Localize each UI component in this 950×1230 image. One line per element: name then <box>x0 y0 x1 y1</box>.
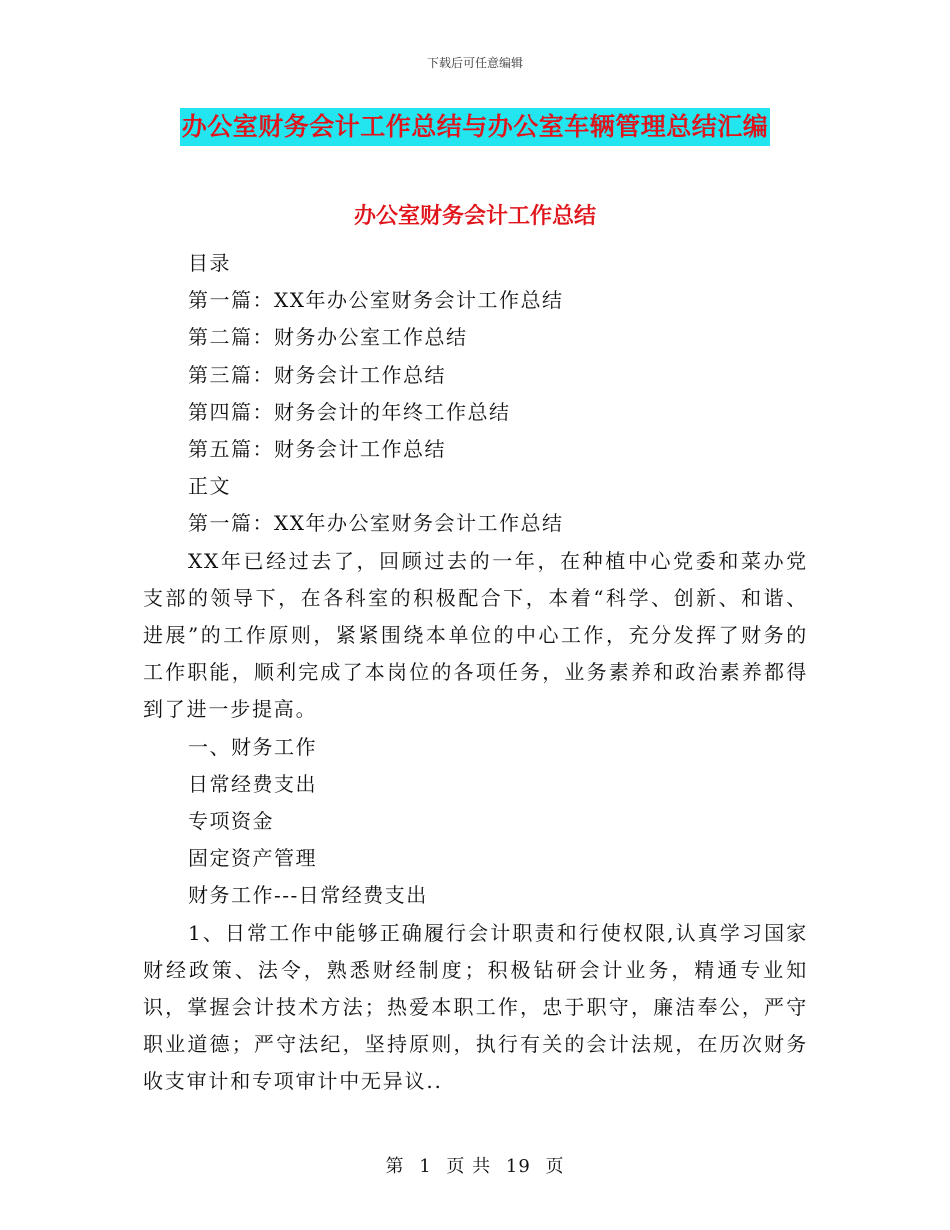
main-title: 办公室财务会计工作总结与办公室车辆管理总结汇编 <box>180 108 771 146</box>
page-number: 1 <box>419 1156 432 1177</box>
main-title-wrap <box>0 108 950 146</box>
document-body <box>143 245 808 1101</box>
item-one-paragraph: 1、日常工作中能够正确履行会计职责和行使权限,认真学习国家财经政策、法令，熟悉财经制度；积极钻研会计业务，精通专业知识，掌握会计技术方法；热爱本职工作，忠于职守，廉洁奉公，严守职业道德；严守法纪，坚持原则，执行有关的会计法规，在历次财务收支审计和专项审计中无异议.. <box>143 920 808 1094</box>
part-title: 第一篇：XX年办公室财务会计工作总结 <box>188 511 564 536</box>
header-note: 下载后可任意编辑 <box>426 56 523 70</box>
subitem-1: 日常经费支出 <box>188 771 317 796</box>
page-mid: 页 共 <box>446 1156 492 1177</box>
page-total: 19 <box>505 1156 531 1177</box>
subitem-2: 专项资金 <box>188 809 274 834</box>
intro-paragraph: XX年已经过去了，回顾过去的一年，在种植中心党委和菜办党支部的领导下，在各科室的积极配合下，本着“科学、创新、和谐、进展”的工作原则，紧紧围绕本单位的中心工作，充分发挥了财务的工作职能，顺利完成了本岗位的各项任务，业务素养和政治素养都得到了进一步提高。 <box>143 548 808 722</box>
toc-item-4: 第四篇：财务会计的年终工作总结 <box>188 399 511 424</box>
page-prefix: 第 <box>385 1156 405 1177</box>
sub-title: 办公室财务会计工作总结 <box>353 204 596 229</box>
page-suffix: 页 <box>545 1156 565 1177</box>
toc-item-3: 第三篇：财务会计工作总结 <box>188 362 446 387</box>
page-footer <box>0 1152 950 1178</box>
toc-item-5: 第五篇：财务会计工作总结 <box>188 437 446 462</box>
body-heading: 正文 <box>188 474 231 499</box>
subsection-title: 财务工作---日常经费支出 <box>188 883 428 908</box>
section-heading: 一、财务工作 <box>188 734 317 759</box>
toc-item-1: 第一篇：XX年办公室财务会计工作总结 <box>188 288 564 313</box>
subitem-3: 固定资产管理 <box>188 846 317 871</box>
toc-heading: 目录 <box>188 251 231 275</box>
toc-item-2: 第二篇：财务办公室工作总结 <box>188 325 468 350</box>
